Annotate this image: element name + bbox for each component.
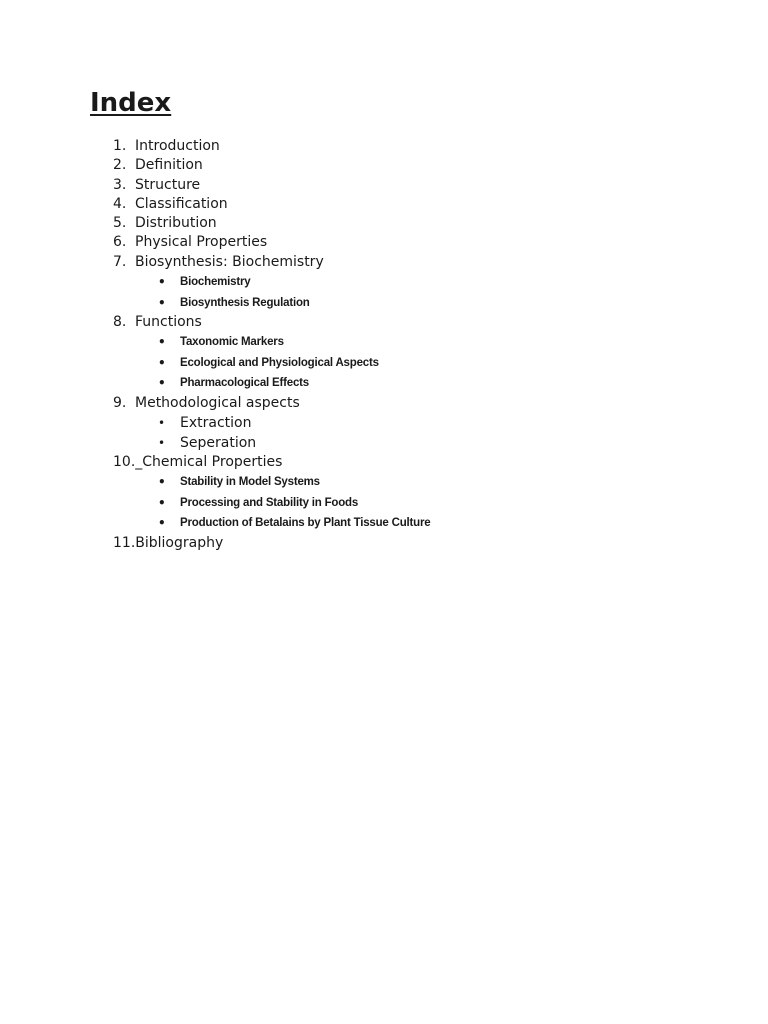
- item-label: Introduction: [135, 138, 220, 154]
- index-item: [113, 313, 713, 332]
- sub-list-item: [113, 493, 713, 514]
- sub-item-label: Taxonomic Markers: [180, 336, 284, 349]
- sub-list: [113, 472, 713, 534]
- item-label: Distribution: [135, 215, 217, 232]
- index-item: [113, 176, 713, 195]
- bullet-icon: •: [158, 355, 166, 370]
- sub-list-container: [113, 332, 713, 394]
- sub-list: [113, 332, 713, 394]
- item-number: 4.: [113, 195, 127, 212]
- item-label: Bibliography: [135, 534, 224, 551]
- sub-list-container: [113, 472, 713, 534]
- index-item: [113, 453, 713, 472]
- item-number: 2.: [113, 157, 127, 174]
- bullet-icon: •: [158, 295, 166, 310]
- index-list: [113, 137, 713, 553]
- index-item: [113, 137, 713, 156]
- item-number: 11.: [113, 534, 136, 551]
- item-label: Methodological aspects: [135, 394, 300, 411]
- sub-item-label: Seperation: [180, 435, 257, 452]
- bullet-icon: •: [158, 495, 166, 510]
- sub-item-label: Processing and Stability in Foods: [180, 496, 359, 509]
- page-title: Index: [90, 88, 172, 118]
- bullet-icon: •: [158, 416, 166, 431]
- bullet-icon: •: [158, 516, 166, 531]
- sub-list-item: [113, 413, 713, 433]
- sub-item-label: Biosynthesis Regulation: [180, 296, 310, 309]
- item-label: _Chemical Properties: [135, 454, 283, 471]
- item-number: 1.: [113, 138, 127, 154]
- sub-list-item: [113, 433, 713, 453]
- item-label: Biosynthesis: Biochemistry: [135, 253, 324, 270]
- bullet-icon: •: [158, 475, 166, 490]
- sub-item-label: Ecological and Physiological Aspects: [180, 356, 379, 369]
- sub-list-item: [113, 293, 713, 314]
- item-label: Definition: [135, 157, 203, 174]
- item-label: Structure: [135, 176, 201, 193]
- bullet-icon: •: [158, 335, 166, 350]
- index-item: [113, 156, 713, 175]
- sub-list-item: [113, 332, 713, 353]
- item-label: Functions: [135, 314, 202, 331]
- item-number: 9.: [113, 394, 127, 411]
- bullet-icon: •: [158, 376, 166, 391]
- index-item: [113, 534, 713, 553]
- sub-list-item: [113, 513, 713, 534]
- sub-list-container: [113, 413, 713, 453]
- sub-list-item: [113, 353, 713, 374]
- item-number: 3.: [113, 176, 127, 193]
- index-item: [113, 233, 713, 252]
- item-number: 5.: [113, 215, 127, 232]
- item-label: Physical Properties: [135, 234, 268, 251]
- sub-list: [113, 413, 713, 453]
- sub-item-label: Pharmacological Effects: [180, 377, 309, 390]
- item-number: 10.: [113, 454, 136, 471]
- item-number: 7.: [113, 253, 127, 270]
- sub-list-item: [113, 472, 713, 493]
- item-number: 8.: [113, 314, 127, 331]
- sub-list: [113, 272, 713, 313]
- sub-item-label: Extraction: [180, 415, 252, 432]
- sub-list-item: [113, 373, 713, 394]
- index-item: [113, 214, 713, 233]
- item-number: 6.: [113, 234, 127, 251]
- bullet-icon: •: [158, 436, 166, 451]
- sub-item-label: Production of Betalains by Plant Tissue Culture: [180, 517, 431, 530]
- sub-list-container: [113, 272, 713, 313]
- sub-item-label: Stability in Model Systems: [180, 476, 320, 489]
- index-item: [113, 195, 713, 214]
- index-item: [113, 253, 713, 272]
- bullet-icon: •: [158, 275, 166, 290]
- index-item: [113, 394, 713, 413]
- sub-list-item: [113, 272, 713, 293]
- item-label: Classification: [135, 195, 228, 212]
- sub-item-label: Biochemistry: [180, 276, 251, 289]
